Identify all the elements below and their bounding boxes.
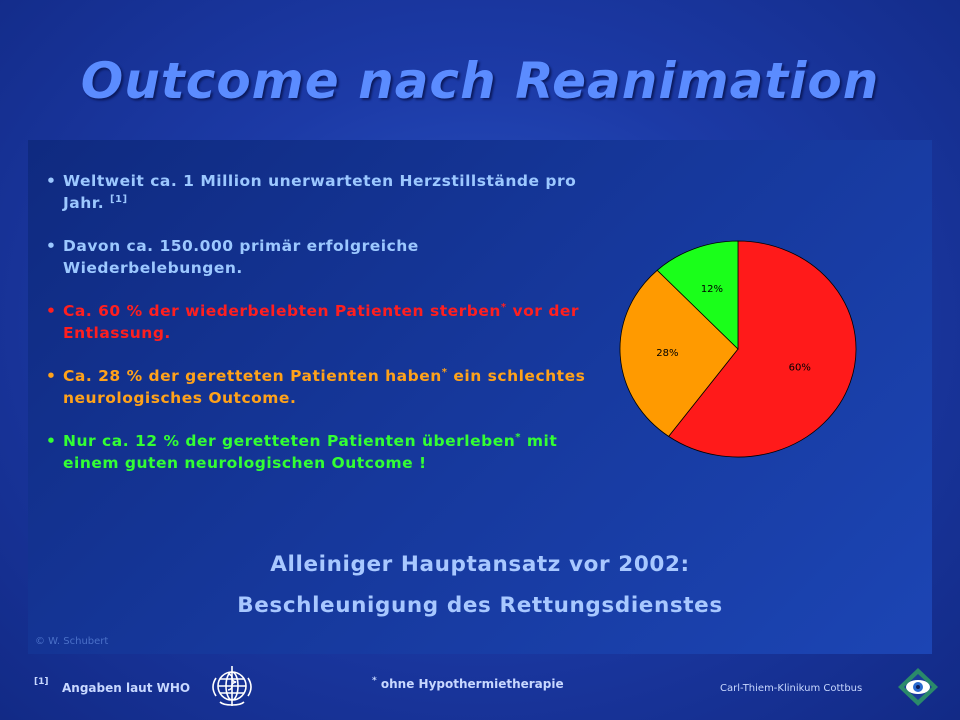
pie-label-60: 60% <box>788 362 811 374</box>
footnote-who-text: Angaben laut WHO <box>62 681 191 695</box>
bullet-item-good-outcome: • Nur ca. 12 % der geretteten Patienten überleben* mit einem guten neurologischen Outcome ! <box>44 430 604 474</box>
clinic-name: Carl-Thiem-Klinikum Cottbus <box>720 683 863 694</box>
footnote-ref-marker: [1] <box>34 677 49 687</box>
pie-label-12: 12% <box>700 283 724 295</box>
bullet-list <box>44 170 604 495</box>
bullet-item-worldwide: • Weltweit ca. 1 Million unerwarteten Herzstillstände pro Jahr. [1] <box>44 170 604 214</box>
bullet-item-resuscitations: • Davon ca. 150.000 primär erfolgreiche Wiederbelebungen. <box>44 235 604 279</box>
outcome-pie-chart <box>616 238 860 460</box>
bullet-item-poor-outcome: • Ca. 28 % der geretteten Patienten haben* ein schlechtes neurologisches Outcome. <box>44 365 604 409</box>
footnote-hypothermia: * ohne Hypothermietherapie <box>372 676 564 691</box>
copyright-note: © W. Schubert <box>35 636 109 647</box>
clinic-logo-icon <box>896 666 940 708</box>
slide-title: Outcome nach Reanimation <box>80 52 880 110</box>
bullet-item-mortality: • Ca. 60 % der wiederbelebten Patienten sterben* vor der Entlassung. <box>44 300 604 344</box>
main-message-line2: Beschleunigung des Rettungsdienstes <box>237 593 723 618</box>
main-message-line1: Alleiniger Hauptansatz vor 2002: <box>270 552 690 577</box>
pie-label-28: 28% <box>656 348 679 360</box>
who-emblem-icon <box>206 660 258 712</box>
